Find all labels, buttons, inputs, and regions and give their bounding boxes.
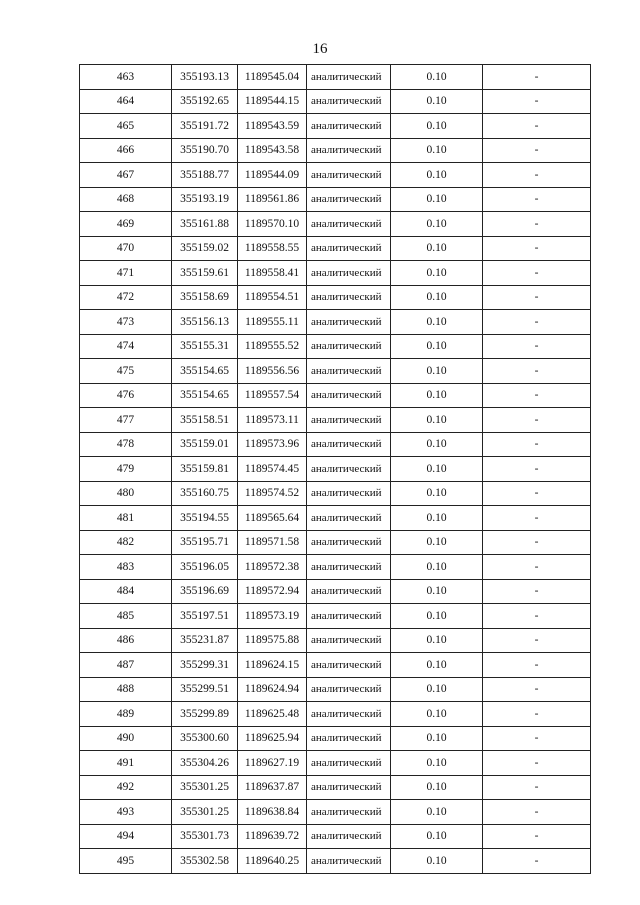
cell-error: 0.10 <box>391 114 483 139</box>
cell-y-coordinate: 1189573.19 <box>238 604 307 629</box>
cell-note: - <box>483 849 591 874</box>
table-row <box>80 163 591 188</box>
table-row <box>80 383 591 408</box>
cell-method: аналитический <box>307 89 391 114</box>
cell-y-coordinate: 1189570.10 <box>238 212 307 237</box>
cell-method: аналитический <box>307 383 391 408</box>
table-row <box>80 212 591 237</box>
cell-note: - <box>483 187 591 212</box>
cell-x-coordinate: 355196.69 <box>172 579 238 604</box>
cell-point-number: 482 <box>80 530 172 555</box>
cell-point-number: 470 <box>80 236 172 261</box>
cell-y-coordinate: 1189544.15 <box>238 89 307 114</box>
cell-error: 0.10 <box>391 89 483 114</box>
cell-note: - <box>483 824 591 849</box>
cell-note: - <box>483 334 591 359</box>
page-number: 16 <box>312 41 328 57</box>
cell-note: - <box>483 310 591 335</box>
cell-y-coordinate: 1189624.94 <box>238 677 307 702</box>
cell-method: аналитический <box>307 481 391 506</box>
cell-error: 0.10 <box>391 359 483 384</box>
cell-error: 0.10 <box>391 579 483 604</box>
cell-method: аналитический <box>307 65 391 90</box>
cell-method: аналитический <box>307 285 391 310</box>
cell-point-number: 473 <box>80 310 172 335</box>
cell-x-coordinate: 355231.87 <box>172 628 238 653</box>
table-row <box>80 555 591 580</box>
cell-error: 0.10 <box>391 65 483 90</box>
cell-point-number: 486 <box>80 628 172 653</box>
cell-error: 0.10 <box>391 775 483 800</box>
cell-method: аналитический <box>307 212 391 237</box>
cell-method: аналитический <box>307 628 391 653</box>
cell-method: аналитический <box>307 334 391 359</box>
cell-point-number: 481 <box>80 506 172 531</box>
cell-x-coordinate: 355188.77 <box>172 163 238 188</box>
cell-error: 0.10 <box>391 849 483 874</box>
cell-point-number: 484 <box>80 579 172 604</box>
cell-note: - <box>483 163 591 188</box>
cell-error: 0.10 <box>391 334 483 359</box>
cell-y-coordinate: 1189545.04 <box>238 65 307 90</box>
table-row <box>80 334 591 359</box>
cell-method: аналитический <box>307 310 391 335</box>
cell-x-coordinate: 355301.73 <box>172 824 238 849</box>
cell-point-number: 478 <box>80 432 172 457</box>
cell-note: - <box>483 261 591 286</box>
cell-y-coordinate: 1189555.11 <box>238 310 307 335</box>
cell-method: аналитический <box>307 751 391 776</box>
table-row <box>80 138 591 163</box>
cell-method: аналитический <box>307 187 391 212</box>
cell-error: 0.10 <box>391 677 483 702</box>
table-row <box>80 751 591 776</box>
cell-x-coordinate: 355158.69 <box>172 285 238 310</box>
cell-note: - <box>483 653 591 678</box>
cell-point-number: 490 <box>80 726 172 751</box>
cell-method: аналитический <box>307 457 391 482</box>
cell-method: аналитический <box>307 726 391 751</box>
table-row <box>80 481 591 506</box>
cell-error: 0.10 <box>391 261 483 286</box>
cell-x-coordinate: 355159.01 <box>172 432 238 457</box>
cell-y-coordinate: 1189574.52 <box>238 481 307 506</box>
cell-x-coordinate: 355154.65 <box>172 383 238 408</box>
table-row <box>80 849 591 874</box>
cell-point-number: 465 <box>80 114 172 139</box>
table-row <box>80 261 591 286</box>
cell-y-coordinate: 1189565.64 <box>238 506 307 531</box>
cell-y-coordinate: 1189640.25 <box>238 849 307 874</box>
cell-point-number: 463 <box>80 65 172 90</box>
cell-point-number: 485 <box>80 604 172 629</box>
cell-error: 0.10 <box>391 506 483 531</box>
cell-method: аналитический <box>307 702 391 727</box>
cell-point-number: 472 <box>80 285 172 310</box>
cell-point-number: 494 <box>80 824 172 849</box>
cell-point-number: 489 <box>80 702 172 727</box>
cell-error: 0.10 <box>391 138 483 163</box>
cell-error: 0.10 <box>391 163 483 188</box>
cell-x-coordinate: 355154.65 <box>172 359 238 384</box>
cell-note: - <box>483 677 591 702</box>
cell-method: аналитический <box>307 555 391 580</box>
cell-error: 0.10 <box>391 800 483 825</box>
cell-error: 0.10 <box>391 457 483 482</box>
cell-point-number: 466 <box>80 138 172 163</box>
cell-method: аналитический <box>307 530 391 555</box>
cell-note: - <box>483 65 591 90</box>
cell-method: аналитический <box>307 849 391 874</box>
table-row <box>80 408 591 433</box>
cell-x-coordinate: 355299.31 <box>172 653 238 678</box>
table-row <box>80 187 591 212</box>
cell-note: - <box>483 114 591 139</box>
cell-y-coordinate: 1189543.58 <box>238 138 307 163</box>
table-row <box>80 236 591 261</box>
cell-x-coordinate: 355194.55 <box>172 506 238 531</box>
cell-note: - <box>483 604 591 629</box>
table-row <box>80 65 591 90</box>
cell-y-coordinate: 1189627.19 <box>238 751 307 776</box>
table-row <box>80 579 591 604</box>
cell-note: - <box>483 506 591 531</box>
cell-x-coordinate: 355192.65 <box>172 89 238 114</box>
cell-error: 0.10 <box>391 383 483 408</box>
cell-note: - <box>483 775 591 800</box>
table-row <box>80 677 591 702</box>
cell-x-coordinate: 355159.81 <box>172 457 238 482</box>
table-row <box>80 604 591 629</box>
cell-x-coordinate: 355160.75 <box>172 481 238 506</box>
cell-method: аналитический <box>307 579 391 604</box>
cell-x-coordinate: 355193.19 <box>172 187 238 212</box>
cell-y-coordinate: 1189625.94 <box>238 726 307 751</box>
table-row <box>80 506 591 531</box>
table-row <box>80 653 591 678</box>
cell-error: 0.10 <box>391 530 483 555</box>
table-row <box>80 628 591 653</box>
cell-error: 0.10 <box>391 555 483 580</box>
cell-y-coordinate: 1189624.15 <box>238 653 307 678</box>
cell-note: - <box>483 579 591 604</box>
cell-error: 0.10 <box>391 653 483 678</box>
cell-error: 0.10 <box>391 432 483 457</box>
cell-note: - <box>483 457 591 482</box>
cell-method: аналитический <box>307 432 391 457</box>
coordinates-table <box>79 64 591 874</box>
cell-note: - <box>483 800 591 825</box>
cell-point-number: 492 <box>80 775 172 800</box>
cell-error: 0.10 <box>391 236 483 261</box>
cell-note: - <box>483 359 591 384</box>
cell-point-number: 468 <box>80 187 172 212</box>
cell-x-coordinate: 355155.31 <box>172 334 238 359</box>
cell-point-number: 488 <box>80 677 172 702</box>
cell-point-number: 491 <box>80 751 172 776</box>
cell-x-coordinate: 355195.71 <box>172 530 238 555</box>
cell-y-coordinate: 1189637.87 <box>238 775 307 800</box>
cell-note: - <box>483 481 591 506</box>
cell-y-coordinate: 1189638.84 <box>238 800 307 825</box>
table-row <box>80 824 591 849</box>
cell-point-number: 475 <box>80 359 172 384</box>
cell-error: 0.10 <box>391 310 483 335</box>
cell-method: аналитический <box>307 506 391 531</box>
cell-y-coordinate: 1189573.11 <box>238 408 307 433</box>
cell-note: - <box>483 530 591 555</box>
cell-x-coordinate: 355191.72 <box>172 114 238 139</box>
table-row <box>80 530 591 555</box>
cell-note: - <box>483 236 591 261</box>
cell-y-coordinate: 1189573.96 <box>238 432 307 457</box>
table-row <box>80 726 591 751</box>
cell-y-coordinate: 1189543.59 <box>238 114 307 139</box>
table-row <box>80 114 591 139</box>
table-row <box>80 457 591 482</box>
cell-method: аналитический <box>307 114 391 139</box>
cell-error: 0.10 <box>391 408 483 433</box>
cell-y-coordinate: 1189557.54 <box>238 383 307 408</box>
cell-y-coordinate: 1189571.58 <box>238 530 307 555</box>
cell-method: аналитический <box>307 261 391 286</box>
cell-y-coordinate: 1189575.88 <box>238 628 307 653</box>
cell-error: 0.10 <box>391 481 483 506</box>
cell-method: аналитический <box>307 775 391 800</box>
cell-x-coordinate: 355161.88 <box>172 212 238 237</box>
cell-x-coordinate: 355196.05 <box>172 555 238 580</box>
cell-y-coordinate: 1189558.41 <box>238 261 307 286</box>
cell-error: 0.10 <box>391 187 483 212</box>
cell-point-number: 464 <box>80 89 172 114</box>
cell-x-coordinate: 355301.25 <box>172 775 238 800</box>
cell-x-coordinate: 355197.51 <box>172 604 238 629</box>
cell-method: аналитический <box>307 604 391 629</box>
cell-point-number: 469 <box>80 212 172 237</box>
cell-method: аналитический <box>307 236 391 261</box>
table-row <box>80 285 591 310</box>
cell-x-coordinate: 355156.13 <box>172 310 238 335</box>
cell-y-coordinate: 1189558.55 <box>238 236 307 261</box>
cell-point-number: 474 <box>80 334 172 359</box>
cell-method: аналитический <box>307 824 391 849</box>
cell-x-coordinate: 355299.51 <box>172 677 238 702</box>
cell-point-number: 487 <box>80 653 172 678</box>
cell-error: 0.10 <box>391 824 483 849</box>
cell-x-coordinate: 355300.60 <box>172 726 238 751</box>
cell-x-coordinate: 355301.25 <box>172 800 238 825</box>
cell-note: - <box>483 285 591 310</box>
table-row <box>80 432 591 457</box>
cell-method: аналитический <box>307 138 391 163</box>
cell-error: 0.10 <box>391 212 483 237</box>
cell-error: 0.10 <box>391 628 483 653</box>
table-row <box>80 775 591 800</box>
cell-y-coordinate: 1189556.56 <box>238 359 307 384</box>
cell-y-coordinate: 1189554.51 <box>238 285 307 310</box>
cell-y-coordinate: 1189625.48 <box>238 702 307 727</box>
cell-point-number: 467 <box>80 163 172 188</box>
cell-y-coordinate: 1189639.72 <box>238 824 307 849</box>
cell-error: 0.10 <box>391 604 483 629</box>
cell-x-coordinate: 355159.02 <box>172 236 238 261</box>
table-row <box>80 702 591 727</box>
cell-method: аналитический <box>307 800 391 825</box>
cell-method: аналитический <box>307 163 391 188</box>
cell-note: - <box>483 628 591 653</box>
cell-error: 0.10 <box>391 726 483 751</box>
table-body <box>80 65 591 874</box>
cell-x-coordinate: 355193.13 <box>172 65 238 90</box>
cell-x-coordinate: 355304.26 <box>172 751 238 776</box>
cell-error: 0.10 <box>391 285 483 310</box>
cell-y-coordinate: 1189572.94 <box>238 579 307 604</box>
cell-point-number: 483 <box>80 555 172 580</box>
cell-point-number: 493 <box>80 800 172 825</box>
cell-note: - <box>483 432 591 457</box>
cell-note: - <box>483 751 591 776</box>
cell-method: аналитический <box>307 677 391 702</box>
table-row <box>80 800 591 825</box>
table-row <box>80 310 591 335</box>
cell-method: аналитический <box>307 653 391 678</box>
table-row <box>80 359 591 384</box>
table-row <box>80 89 591 114</box>
cell-x-coordinate: 355159.61 <box>172 261 238 286</box>
cell-point-number: 476 <box>80 383 172 408</box>
cell-method: аналитический <box>307 359 391 384</box>
cell-point-number: 471 <box>80 261 172 286</box>
cell-error: 0.10 <box>391 751 483 776</box>
cell-x-coordinate: 355299.89 <box>172 702 238 727</box>
cell-error: 0.10 <box>391 702 483 727</box>
cell-method: аналитический <box>307 408 391 433</box>
cell-y-coordinate: 1189572.38 <box>238 555 307 580</box>
cell-x-coordinate: 355158.51 <box>172 408 238 433</box>
cell-note: - <box>483 702 591 727</box>
cell-note: - <box>483 555 591 580</box>
cell-y-coordinate: 1189574.45 <box>238 457 307 482</box>
cell-y-coordinate: 1189561.86 <box>238 187 307 212</box>
cell-y-coordinate: 1189555.52 <box>238 334 307 359</box>
cell-point-number: 495 <box>80 849 172 874</box>
cell-point-number: 479 <box>80 457 172 482</box>
cell-note: - <box>483 408 591 433</box>
cell-x-coordinate: 355190.70 <box>172 138 238 163</box>
cell-note: - <box>483 212 591 237</box>
cell-y-coordinate: 1189544.09 <box>238 163 307 188</box>
cell-note: - <box>483 726 591 751</box>
cell-note: - <box>483 383 591 408</box>
cell-note: - <box>483 89 591 114</box>
cell-x-coordinate: 355302.58 <box>172 849 238 874</box>
cell-point-number: 477 <box>80 408 172 433</box>
cell-note: - <box>483 138 591 163</box>
cell-point-number: 480 <box>80 481 172 506</box>
